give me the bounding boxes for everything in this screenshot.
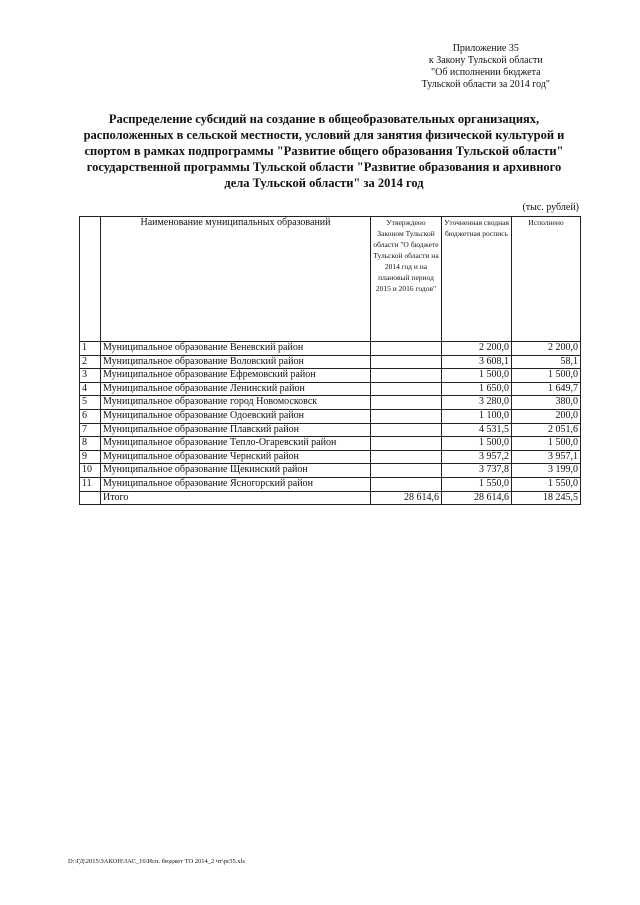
table-row xyxy=(80,369,581,383)
row-approved xyxy=(371,396,442,410)
header-executed: Исполнено xyxy=(512,217,581,342)
row-refined: 3 280,0 xyxy=(442,396,512,410)
row-approved xyxy=(371,369,442,383)
row-name: Муниципальное образование Ефремовский район xyxy=(101,369,371,383)
row-index: 6 xyxy=(80,409,101,423)
title-line-5: дела Тульской области" за 2014 год xyxy=(224,176,424,190)
row-approved xyxy=(371,409,442,423)
row-index: 11 xyxy=(80,477,101,491)
file-path-footer: D:\ГД\2015\ЗАКОН\ЗАС_16\Исп. бюджет ТО 2014_2 чт\pr35.xls xyxy=(68,858,245,865)
header-approved: Утверждено Законом Тульской области "О бюджете Тульской области на 2014 год и на плановый период 2015 и 2016 годов" xyxy=(371,217,442,342)
appendix-line-2: к Закону Тульской области xyxy=(428,55,543,66)
row-refined: 1 500,0 xyxy=(442,437,512,451)
table-row xyxy=(80,396,581,410)
table-header-row xyxy=(80,217,581,342)
table-row xyxy=(80,437,581,451)
row-name: Муниципальное образование Одоевский район xyxy=(101,409,371,423)
row-refined: 3 608,1 xyxy=(442,355,512,369)
row-executed: 3 199,0 xyxy=(512,464,581,478)
row-index: 8 xyxy=(80,437,101,451)
total-refined: 28 614,6 xyxy=(442,491,512,505)
row-executed: 1 500,0 xyxy=(512,437,581,451)
total-row xyxy=(80,491,581,505)
row-refined: 1 650,0 xyxy=(442,382,512,396)
row-executed: 1 550,0 xyxy=(512,477,581,491)
table-row xyxy=(80,450,581,464)
row-index: 4 xyxy=(80,382,101,396)
row-index: 5 xyxy=(80,396,101,410)
row-refined: 3 737,8 xyxy=(442,464,512,478)
row-refined: 2 200,0 xyxy=(442,342,512,356)
row-executed: 1 649,7 xyxy=(512,382,581,396)
row-executed: 2 051,6 xyxy=(512,423,581,437)
table-row xyxy=(80,409,581,423)
total-label: Итого xyxy=(101,491,371,505)
row-approved xyxy=(371,382,442,396)
row-name: Муниципальное образование Ленинский район xyxy=(101,382,371,396)
row-index: 3 xyxy=(80,369,101,383)
total-executed: 18 245,5 xyxy=(512,491,581,505)
row-name: Муниципальное образование Тепло-Огаревский район xyxy=(101,437,371,451)
row-refined: 4 531,5 xyxy=(442,423,512,437)
row-name: Муниципальное образование Чернский район xyxy=(101,450,371,464)
row-approved xyxy=(371,450,442,464)
row-name: Муниципальное образование Воловский район xyxy=(101,355,371,369)
appendix-line-3: "Об исполнении бюджета xyxy=(431,67,541,78)
table-row xyxy=(80,423,581,437)
title-line-3: спортом в рамках подпрограммы "Развитие общего образования Тульской области" xyxy=(84,144,564,158)
row-index: 10 xyxy=(80,464,101,478)
row-approved xyxy=(371,355,442,369)
row-name: Муниципальное образование Ясногорский район xyxy=(101,477,371,491)
row-index: 2 xyxy=(80,355,101,369)
total-approved: 28 614,6 xyxy=(371,491,442,505)
row-refined: 1 550,0 xyxy=(442,477,512,491)
row-name: Муниципальное образование Щекинский район xyxy=(101,464,371,478)
appendix-line-1: Приложение 35 xyxy=(452,43,519,54)
header-refined: Уточненная сводная бюджетная роспись xyxy=(442,217,512,342)
table-row xyxy=(80,464,581,478)
row-executed: 200,0 xyxy=(512,409,581,423)
row-executed: 3 957,1 xyxy=(512,450,581,464)
row-name: Муниципальное образование город Новомосковск xyxy=(101,396,371,410)
title-line-1: Распределение субсидий на создание в общеобразовательных организациях, xyxy=(108,112,540,126)
row-refined: 1 100,0 xyxy=(442,409,512,423)
row-approved xyxy=(371,423,442,437)
appendix-line-4: Тульской области за 2014 год" xyxy=(421,79,550,90)
row-index: 1 xyxy=(80,342,101,356)
table-row xyxy=(80,382,581,396)
subsidy-table xyxy=(79,216,581,505)
document-title xyxy=(64,111,584,191)
header-name: Наименование муниципальных образований xyxy=(101,217,371,342)
row-approved xyxy=(371,464,442,478)
row-refined: 3 957,2 xyxy=(442,450,512,464)
row-index: 7 xyxy=(80,423,101,437)
appendix-note xyxy=(422,43,550,91)
row-index: 9 xyxy=(80,450,101,464)
row-approved xyxy=(371,342,442,356)
total-index xyxy=(80,491,101,505)
table-row xyxy=(80,355,581,369)
row-executed: 58,1 xyxy=(512,355,581,369)
row-approved xyxy=(371,477,442,491)
table-row xyxy=(80,477,581,491)
row-executed: 380,0 xyxy=(512,396,581,410)
row-refined: 1 500,0 xyxy=(442,369,512,383)
row-executed: 2 200,0 xyxy=(512,342,581,356)
row-name: Муниципальное образование Веневский район xyxy=(101,342,371,356)
row-approved xyxy=(371,437,442,451)
row-executed: 1 500,0 xyxy=(512,369,581,383)
title-line-4: государственной программы Тульской области "Развитие образования и архивного xyxy=(86,160,562,174)
header-index xyxy=(80,217,101,342)
table-row xyxy=(80,342,581,356)
row-name: Муниципальное образование Плавский район xyxy=(101,423,371,437)
units-label: (тыс. рублей) xyxy=(522,202,579,213)
title-line-2: расположенных в сельской местности, условий для занятия физической культурой и xyxy=(83,128,565,142)
